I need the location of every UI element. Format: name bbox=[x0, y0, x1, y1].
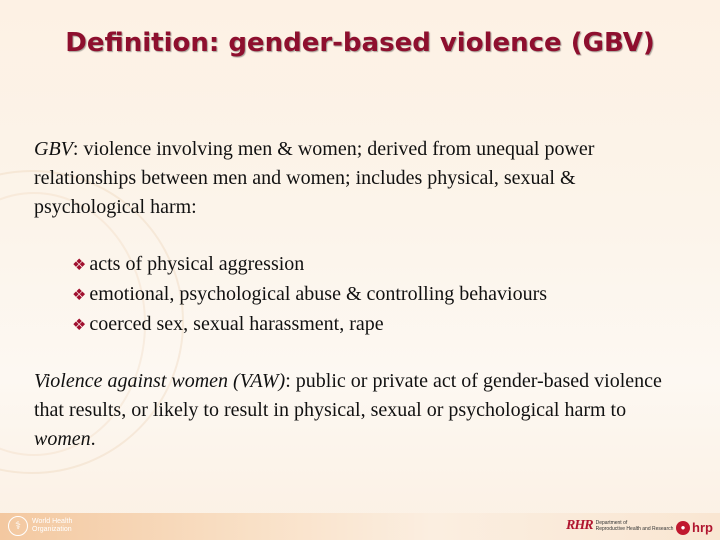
rhr-logo: RHR Department of Reproductive Health and Research bbox=[566, 518, 674, 533]
hrp-emblem-icon: ● bbox=[676, 521, 690, 535]
gbv-definition bbox=[34, 135, 684, 222]
list-item: ❖ acts of physical aggression bbox=[72, 253, 305, 275]
list-item: ❖ emotional, psychological abuse & controlling behaviours bbox=[72, 283, 548, 305]
vaw-definition-text: : public or private act of gender-based violence that results, or likely to result in physical, sexual or psychological harm to bbox=[34, 370, 662, 421]
women-emphasis: women bbox=[34, 428, 91, 450]
gbv-forms-list bbox=[72, 250, 547, 340]
diamond-bullet-icon: ❖ bbox=[72, 287, 87, 304]
who-logo: ⚕ World Health Organization bbox=[8, 516, 72, 536]
diamond-bullet-icon: ❖ bbox=[72, 257, 87, 274]
footer-bar bbox=[0, 513, 720, 540]
who-emblem-icon: ⚕ bbox=[8, 516, 28, 536]
diamond-bullet-icon: ❖ bbox=[72, 317, 87, 334]
vaw-definition: Violence against women (VAW): public or private act of gender-based violence that results, or likely to result in physical, sexual or psychological harm to women. bbox=[34, 370, 662, 450]
hrp-logo: ● hrp bbox=[676, 520, 713, 535]
rhr-mark: RHR bbox=[566, 518, 593, 533]
slide-title: Definition: gender-based violence (GBV) bbox=[65, 28, 655, 58]
gbv-term: GBV bbox=[34, 138, 73, 160]
vaw-term: Violence against women (VAW) bbox=[34, 370, 286, 392]
list-item: ❖ coerced sex, sexual harassment, rape bbox=[72, 313, 384, 335]
gbv-definition-text: : violence involving men & women; derived from unequal power relationships between men and women; includes physical, sexual & psychological harm: bbox=[34, 138, 595, 218]
